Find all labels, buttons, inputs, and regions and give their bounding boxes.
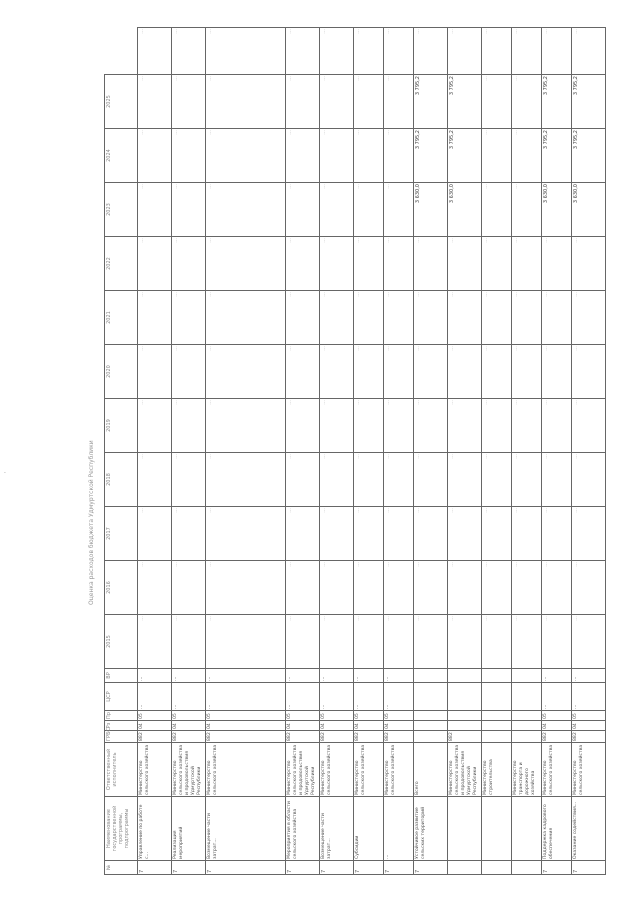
table-cell: Министерство сельского хозяйства и продовольствия Удмуртской Республики	[286, 743, 320, 797]
table-cell: Министерство сельского хозяйства	[138, 743, 172, 797]
table-cell: ...	[320, 237, 354, 291]
table-cell: ...	[572, 507, 606, 561]
table-cell: ...	[206, 75, 286, 129]
table-cell: ...	[414, 507, 448, 561]
column-header: ЦСР	[105, 683, 138, 711]
table-cell: ...	[542, 453, 572, 507]
table-cell: ...	[572, 453, 606, 507]
table-cell	[482, 861, 512, 875]
table-cell: ...	[384, 561, 414, 615]
table-cell: ...	[286, 291, 320, 345]
table-cell: ...	[206, 129, 286, 183]
table-cell: ...	[286, 237, 320, 291]
column-header: Рз	[105, 721, 138, 731]
table-cell: ...	[482, 507, 512, 561]
table-cell: 05	[542, 711, 572, 721]
table-row	[384, 28, 414, 875]
table-cell: Возмещение части затрат...	[206, 797, 286, 861]
table-cell: ...	[482, 237, 512, 291]
table-cell: ...	[448, 399, 482, 453]
table-cell: ...	[138, 75, 172, 129]
table-row	[482, 28, 512, 875]
table-cell: 882	[542, 731, 572, 743]
table-cell: ...	[172, 561, 206, 615]
table-cell: ...	[138, 561, 172, 615]
table-cell: ...	[414, 291, 448, 345]
table-cell: 04	[384, 721, 414, 731]
table-cell: ...	[286, 183, 320, 237]
table-cell: ...	[384, 669, 414, 683]
table-cell: ...	[512, 183, 542, 237]
table-cell: ...	[482, 561, 512, 615]
table-cell	[414, 683, 448, 711]
table-cell: 882	[172, 731, 206, 743]
table-cell: ...	[572, 28, 606, 75]
table-cell: 04	[354, 721, 384, 731]
table-cell: ...	[286, 345, 320, 399]
table-cell: ...	[512, 615, 542, 669]
table-cell: ...	[542, 345, 572, 399]
column-header: Ответственный исполнитель	[105, 743, 138, 797]
table-cell: 882	[286, 731, 320, 743]
table-cell: ...	[354, 291, 384, 345]
table-cell: ...	[320, 507, 354, 561]
table-cell: ...	[354, 183, 384, 237]
table-cell: Всего	[414, 743, 448, 797]
table-cell: Устойчивое развитие сельских территорий	[414, 797, 448, 861]
sheet-title: Оценка расходов бюджета Удмуртской Республики	[88, 440, 95, 605]
table-cell: ...	[542, 28, 572, 75]
table-cell: ...	[320, 75, 354, 129]
table-cell	[482, 683, 512, 711]
table-cell: ...	[354, 75, 384, 129]
table-cell: 3 795,2	[542, 129, 572, 183]
table-cell	[448, 669, 482, 683]
table-cell: ...	[482, 615, 512, 669]
table-cell	[448, 683, 482, 711]
table-row	[286, 28, 320, 875]
table-cell: 3 795,2	[572, 129, 606, 183]
column-header: Пр	[105, 711, 138, 721]
table-cell: ...	[414, 237, 448, 291]
table-cell: ...	[172, 291, 206, 345]
table-cell: ...	[572, 615, 606, 669]
table-body	[138, 28, 606, 875]
table-cell: ...	[320, 129, 354, 183]
table-cell: ...	[384, 237, 414, 291]
table-cell	[512, 797, 542, 861]
table-cell: ...	[512, 75, 542, 129]
table-cell: ...	[138, 28, 172, 75]
table-cell: 3 630,0	[542, 183, 572, 237]
table-cell: ...	[542, 683, 572, 711]
table-cell: Министерство сельского хозяйства	[320, 743, 354, 797]
table-cell: 3 795,2	[448, 75, 482, 129]
rotated-scan-page	[66, 0, 584, 905]
table-cell: Министерство сельского хозяйства	[572, 743, 606, 797]
table-cell: ...	[206, 669, 286, 683]
table-cell: ...	[286, 453, 320, 507]
table-cell: ...	[414, 561, 448, 615]
table-cell	[512, 683, 542, 711]
table-cell: ...	[354, 561, 384, 615]
table-cell: ...	[542, 507, 572, 561]
table-cell: 05	[354, 711, 384, 721]
table-cell: ...	[542, 237, 572, 291]
table-cell: ...	[172, 75, 206, 129]
table-cell: ...	[320, 291, 354, 345]
table-cell: Реализация мероприятий	[172, 797, 206, 861]
table-cell: ...	[320, 615, 354, 669]
table-cell: ...	[172, 237, 206, 291]
table-cell: ...	[354, 28, 384, 75]
table-cell: ...	[512, 453, 542, 507]
table-cell: ...	[286, 669, 320, 683]
table-cell: ...	[172, 28, 206, 75]
table-cell: ...	[542, 291, 572, 345]
table-cell: ...	[384, 291, 414, 345]
table-cell: ...	[572, 345, 606, 399]
table-cell: ...	[448, 507, 482, 561]
table-cell	[512, 731, 542, 743]
table-cell: 882	[384, 731, 414, 743]
table-cell: 882	[448, 731, 482, 743]
column-header: 2024	[105, 129, 138, 183]
table-row	[320, 28, 354, 875]
column-header: 2018	[105, 453, 138, 507]
table-cell: ...	[572, 561, 606, 615]
table-cell: ...	[138, 237, 172, 291]
table-cell: ...	[138, 345, 172, 399]
table-cell: Министерство сельского хозяйства	[354, 743, 384, 797]
table-cell: 882	[320, 731, 354, 743]
table-cell: ...	[384, 683, 414, 711]
table-cell: ...	[206, 453, 286, 507]
table-cell: 7	[320, 861, 354, 875]
column-header: 2017	[105, 507, 138, 561]
table-cell: ...	[138, 129, 172, 183]
table-row	[572, 28, 606, 875]
table-row	[512, 28, 542, 875]
table-cell: ...	[320, 683, 354, 711]
table-cell: ...	[512, 129, 542, 183]
table-cell: ...	[138, 399, 172, 453]
table-cell: ...	[206, 183, 286, 237]
table-cell: Министерство строительства	[482, 743, 512, 797]
table-row	[172, 28, 206, 875]
table-cell: ...	[384, 345, 414, 399]
table-cell: ...	[482, 453, 512, 507]
table-cell: 7	[414, 861, 448, 875]
table-cell: ...	[482, 129, 512, 183]
table-cell	[448, 861, 482, 875]
table-cell: ...	[384, 615, 414, 669]
table-cell	[482, 731, 512, 743]
table-cell: ...	[384, 183, 414, 237]
table-cell: ...	[482, 183, 512, 237]
table-cell: ...	[172, 399, 206, 453]
table-cell: ...	[512, 561, 542, 615]
table-cell: ...	[206, 683, 286, 711]
table-cell: 3 795,2	[414, 75, 448, 129]
table-cell: ...	[572, 669, 606, 683]
table-cell: ...	[320, 399, 354, 453]
table-cell	[482, 797, 512, 861]
table-cell: ...	[286, 615, 320, 669]
table-cell: ...	[172, 615, 206, 669]
table-cell: 882	[572, 731, 606, 743]
table-cell: 05	[138, 711, 172, 721]
table-cell	[414, 711, 448, 721]
table-cell: ...	[206, 507, 286, 561]
table-cell	[512, 721, 542, 731]
table-cell: 05	[572, 711, 606, 721]
table-cell: ...	[448, 291, 482, 345]
table-cell: ...	[448, 28, 482, 75]
table-cell: Поддержка кадрового обеспечения	[542, 797, 572, 861]
table-cell: ...	[206, 615, 286, 669]
table-cell: 04	[206, 721, 286, 731]
column-header: Наименование государственной программы, подпрограммы	[105, 797, 138, 861]
table-cell: ...	[172, 669, 206, 683]
table-row	[414, 28, 448, 875]
table-cell: ...	[542, 669, 572, 683]
table-cell	[482, 721, 512, 731]
table-cell: ...	[206, 291, 286, 345]
table-cell: 7	[354, 861, 384, 875]
table-cell: Министерство сельского хозяйства	[542, 743, 572, 797]
table-cell: ...	[414, 453, 448, 507]
table-cell: ...	[320, 28, 354, 75]
table-cell: ...	[286, 399, 320, 453]
table-cell: ...	[448, 345, 482, 399]
table-cell: ...	[172, 129, 206, 183]
table-cell: ...	[286, 75, 320, 129]
table-cell: ...	[320, 453, 354, 507]
table-cell: ...	[448, 453, 482, 507]
table-cell: ...	[354, 129, 384, 183]
table-cell: ...	[138, 615, 172, 669]
table-cell: ...	[354, 669, 384, 683]
table-cell: ...	[572, 399, 606, 453]
table-cell: Министерство транспорта и дорожного хозяйства	[512, 743, 542, 797]
table-cell	[512, 669, 542, 683]
table-cell: Мероприятия в области сельского хозяйства	[286, 797, 320, 861]
table-cell: ...	[354, 507, 384, 561]
column-header: 2016	[105, 561, 138, 615]
table-cell: ...	[172, 183, 206, 237]
table-cell: ...	[138, 453, 172, 507]
table-cell: ...	[512, 345, 542, 399]
table-cell: 3 630,0	[414, 183, 448, 237]
column-header: №	[105, 861, 138, 875]
table-cell: ...	[542, 561, 572, 615]
table-cell: 3 795,2	[448, 129, 482, 183]
table-cell: ...	[354, 399, 384, 453]
table-cell: ...	[206, 399, 286, 453]
table-cell: 05	[320, 711, 354, 721]
table-cell: ...	[206, 237, 286, 291]
table-cell: 882	[206, 731, 286, 743]
column-header: 2023	[105, 183, 138, 237]
table-cell: ...	[414, 345, 448, 399]
column-header: 2020	[105, 345, 138, 399]
table-cell: ...	[542, 399, 572, 453]
table-cell: ...	[414, 399, 448, 453]
table-cell	[482, 669, 512, 683]
table-cell: Министерство сельского хозяйства	[384, 743, 414, 797]
table-cell: ...	[172, 507, 206, 561]
table-cell: ...	[572, 683, 606, 711]
table-cell: 3 630,0	[448, 183, 482, 237]
table-cell: 882	[354, 731, 384, 743]
table-cell: 7	[286, 861, 320, 875]
table-cell: ...	[172, 683, 206, 711]
table-cell: 3 630,0	[572, 183, 606, 237]
table-cell	[512, 861, 542, 875]
budget-table	[104, 27, 606, 875]
column-header: 2015	[105, 615, 138, 669]
table-cell: ...	[512, 291, 542, 345]
table-cell: ...	[384, 28, 414, 75]
table-cell	[448, 721, 482, 731]
table-cell: 05	[206, 711, 286, 721]
edge-mark-left: ·	[4, 470, 6, 477]
table-row	[138, 28, 172, 875]
table-cell: ...	[414, 615, 448, 669]
table-cell: 04	[138, 721, 172, 731]
table-cell: 05	[286, 711, 320, 721]
table-cell: ...	[138, 183, 172, 237]
table-cell: ...	[572, 237, 606, 291]
table-cell: ...	[512, 507, 542, 561]
table-row	[542, 28, 572, 875]
table-cell: 882	[138, 731, 172, 743]
table-cell	[414, 721, 448, 731]
table-cell: ...	[384, 507, 414, 561]
table-cell	[414, 669, 448, 683]
table-cell: ...	[354, 683, 384, 711]
table-cell: ...	[286, 28, 320, 75]
table-cell	[482, 711, 512, 721]
table-header-row	[105, 28, 138, 875]
table-cell: 04	[172, 721, 206, 731]
table-cell: ...	[414, 28, 448, 75]
column-header: 2022	[105, 237, 138, 291]
table-cell: ...	[354, 615, 384, 669]
landscape-sheet	[66, 0, 584, 905]
table-cell: 3 795,2	[542, 75, 572, 129]
table-row	[354, 28, 384, 875]
table-cell: ...	[286, 561, 320, 615]
table-cell: 7	[572, 861, 606, 875]
table-cell	[512, 711, 542, 721]
table-cell	[448, 711, 482, 721]
table-cell: 05	[172, 711, 206, 721]
column-header: 2025	[105, 75, 138, 129]
table-cell: ...	[572, 291, 606, 345]
table-cell: 7	[138, 861, 172, 875]
table-cell: 04	[572, 721, 606, 731]
table-cell: ...	[206, 345, 286, 399]
table-cell: ...	[320, 669, 354, 683]
column-header: 2019	[105, 399, 138, 453]
table-cell: Управление по работе с...	[138, 797, 172, 861]
table-cell: 7	[206, 861, 286, 875]
table-cell: ...	[206, 28, 286, 75]
table-cell	[448, 797, 482, 861]
table-cell: 3 795,2	[414, 129, 448, 183]
table-cell: ...	[320, 183, 354, 237]
table-cell: ...	[482, 345, 512, 399]
table-cell: ...	[448, 237, 482, 291]
table-cell: ...	[482, 291, 512, 345]
table-cell: Оказание содействия...	[572, 797, 606, 861]
table-cell: 05	[384, 711, 414, 721]
table-cell: ...	[482, 75, 512, 129]
column-header: ГРБС	[105, 731, 138, 743]
table-cell: ...	[354, 237, 384, 291]
table-cell: ...	[542, 615, 572, 669]
table-cell: 04	[320, 721, 354, 731]
table-cell: ...	[138, 291, 172, 345]
table-cell: ...	[384, 797, 414, 861]
table-cell: ...	[172, 345, 206, 399]
table-row	[206, 28, 286, 875]
column-header: ВР	[105, 669, 138, 683]
table-cell: ...	[286, 507, 320, 561]
column-header: 2021	[105, 291, 138, 345]
table-cell: ...	[482, 399, 512, 453]
table-cell: ...	[482, 28, 512, 75]
table-cell: Субсидии	[354, 797, 384, 861]
table-cell: Возмещение части затрат...	[320, 797, 354, 861]
table-cell: Министерство сельского хозяйства и продовольствия Удмуртской Республики	[172, 743, 206, 797]
table-cell: ...	[512, 28, 542, 75]
table-cell: ...	[172, 453, 206, 507]
table-row	[448, 28, 482, 875]
table-cell: ...	[206, 561, 286, 615]
table-cell: ...	[138, 683, 172, 711]
table-cell: ...	[354, 345, 384, 399]
table-cell: ...	[512, 237, 542, 291]
table-cell: 3 795,2	[572, 75, 606, 129]
table-cell: ...	[320, 561, 354, 615]
table-cell: ...	[384, 75, 414, 129]
table-cell: 7	[384, 861, 414, 875]
table-cell: ...	[286, 683, 320, 711]
table-cell: ...	[448, 615, 482, 669]
table-cell: ...	[448, 561, 482, 615]
table-cell: ...	[384, 129, 414, 183]
table-cell: ...	[138, 507, 172, 561]
table-cell: 04	[542, 721, 572, 731]
table-cell	[414, 731, 448, 743]
table-cell: 7	[172, 861, 206, 875]
table-cell: 7	[542, 861, 572, 875]
table-cell: ...	[138, 669, 172, 683]
table-cell: ...	[354, 453, 384, 507]
table-cell: ...	[320, 345, 354, 399]
table-cell: Министерство сельского хозяйства	[206, 743, 286, 797]
table-cell: ...	[384, 399, 414, 453]
table-cell: ...	[512, 399, 542, 453]
table-cell: ...	[286, 129, 320, 183]
table-cell: Министерство сельского хозяйства и продовольствия Удмуртской Республики	[448, 743, 482, 797]
table-cell: ...	[384, 453, 414, 507]
table-cell: 04	[286, 721, 320, 731]
